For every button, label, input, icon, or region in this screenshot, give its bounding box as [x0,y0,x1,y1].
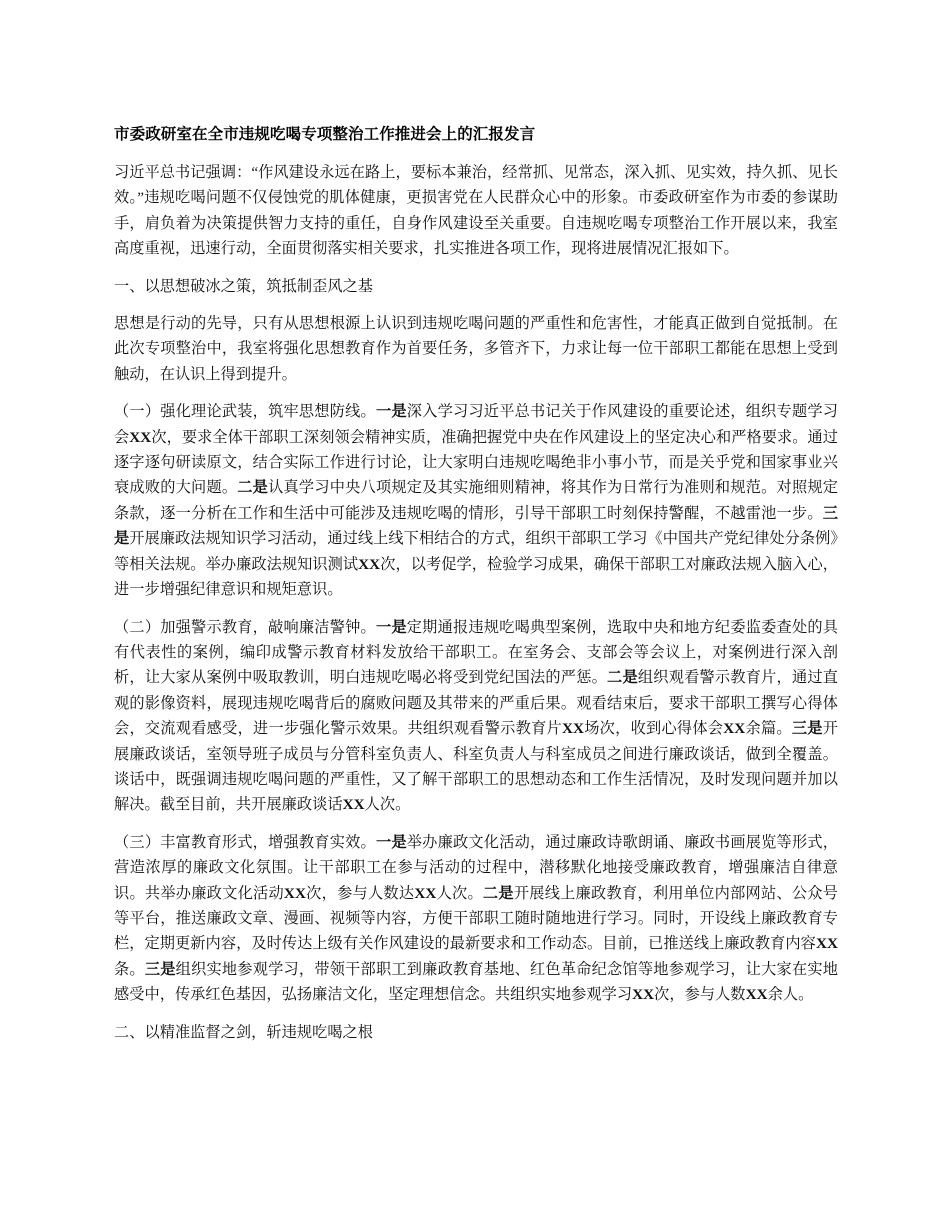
text-run: 思想是行动的先导，只有从思想根源上认识到违规吃喝问题的严重性和危害性，才能真正做到自觉抵制。在此次专项整治中，我室将强化思想教育作为首要任务，多管齐下，力求让每一位干部职工都能在思想上受到触动，在认识上得到提升。 [114,315,838,383]
emphasis-run: XX [632,986,655,1004]
emphasis-run: XX [129,428,152,446]
section-heading-1 [114,274,838,299]
emphasis-run: 三是 [144,960,176,978]
page-title: 市委政研室在全市违规吃喝专项整治工作推进会上的汇报发言 [114,126,536,143]
emphasis-run: 一是 [375,833,407,851]
document-body [114,160,838,1045]
emphasis-run: XX [342,796,365,814]
text-run: 认真学习中央八项规定及其实施细则精神，将其作为日常行为准则和规范。对照规定条款，逐一分析在工作和生活中可能涉及违规吃喝的情形，引导干部职工时刻保持警醒，不越雷池一步。 [114,479,838,522]
text-run: 开展廉政谈话，室领导班子成员与分管科室负责人、科室负责人与科室成员之间进行廉政谈话，做到全覆盖。谈话中，既强调违规吃喝问题的严重性，又了解干部职工的思想动态和工作生活情况，及时发现问题并加以解决。截至目前，共开展廉政谈话 [114,720,839,814]
subsection-1-3-paragraph [114,830,838,1008]
emphasis-run: 一是 [375,403,407,421]
text-run: 二、以精准监督之剑，斩违规吃喝之根 [114,1023,374,1041]
text-run: 次，要求全体干部职工深刻领会精神实质，准确把握党中央在作风建设上的坚定决心和严格要求。通过逐字逐句研读原文，结合实际工作进行讨论，让大家明白违规吃喝绝非小事小节，而是关乎党和国家事业兴衰成败的大问题。 [114,428,838,497]
emphasis-run: 二是 [607,669,638,687]
text-run: 余人。 [767,986,814,1004]
intro-paragraph [114,160,838,262]
emphasis-run: 二是 [482,884,514,902]
text-run: 组织实地参观学习，带领干部职工到廉政教育基地、红色革命纪念馆等地参观学习，让大家在实地感受中，传承红色基因，弘扬廉洁文化，坚定理想信念。共组织实地参观学习 [114,960,839,1004]
emphasis-run: 三是 [791,720,823,738]
text-run: 开展线上廉政教育，利用单位内部网站、公众号等平台，推送廉政文章、漫画、视频等内容，方便干部职工随时随地进行学习。同时，开设线上廉政教育专栏，定期更新内容，及时传达上级有关作风建设的最新要求和工作动态。目前，已推送线上廉政教育内容 [114,884,838,953]
emphasis-run: XX [283,884,306,902]
emphasis-run: 三是 [114,504,838,548]
emphasis-run: XX [745,986,768,1004]
text-run: 人次。 [436,884,483,902]
text-run: 深入学习习近平总书记关于作风建设的重要论述，组织专题学习会 [114,403,839,446]
text-run: 开展廉政法规知识学习活动，通过线上线下相结合的方式，组织干部职工学习《中国共产党纪律处分条例》等相关法规。举办廉政法规知识测试 [114,530,838,573]
text-run: 一、以思想破冰之策，筑抵制歪风之基 [114,277,374,295]
text-run: 条。 [114,960,145,978]
subsection-1-2-paragraph [114,615,838,818]
emphasis-run: XX [815,935,838,953]
text-run: 组织观看警示教育片，通过直观的影像资料，展现违规吃喝背后的腐败问题及其带来的严重后果。观看结束后，要求干部职工撰写心得体会，交流观看感受，进一步强化警示效果。共组织观看警示教育片 [114,669,839,738]
text-run: （一）强化理论武装，筑牢思想防线。 [114,403,376,421]
subsection-1-1-paragraph [114,399,838,602]
emphasis-run: XX [561,720,585,738]
emphasis-run: XX [358,555,381,573]
text-run: 次，以考促学，检验学习成果，确保干部职工对廉政法规入脑入心，进一步增强纪律意识和规矩意识。 [114,555,838,599]
text-run: 次，参与人数 [654,986,746,1004]
section-heading-2 [114,1020,838,1045]
emphasis-run: 一是 [375,618,407,636]
text-run: 习近平总书记强调：“作风建设永远在路上，要标本兼治，经常抓、见常态，深入抓、见实效，持久抓、见长效。”违规吃喝问题不仅侵蚀党的肌体健康，更损害党在人民群众心中的形象。市委政研室作为市委的参谋助手，肩负着为决策提供智力支持的重任，自身作风建设至关重要。自违规吃喝专项整治工作开展以来，我室高度重视，迅速行动，全面贯彻落实相关要求，扎实推进各项工作，现将进展情况汇报如下。 [114,164,838,258]
text-run: 定期通报违规吃喝典型案例，选取中央和地方纪委监委查处的具有代表性的案例，编印成警示教育材料发放给干部职工。在室务会、支部会等会议上，对案例进行深入剖析，让大家从案例中吸取教训，明白违规吃喝必将受到党纪国法的严惩。 [114,618,839,687]
text-run: （三）丰富教育形式，增强教育实效。 [114,833,376,851]
text-run: 余篇。 [745,720,792,738]
emphasis-run: 二是 [237,479,269,497]
emphasis-run: XX [414,884,437,902]
text-run: 举办廉政文化活动，通过廉政诗歌朗诵、廉政书画展览等形式，营造浓厚的廉政文化氛围。让干部职工在参与活动的过程中，潜移默化地接受廉政教育，增强廉洁自律意识。共举办廉政文化活动 [114,833,839,902]
emphasis-run: XX [723,720,746,738]
text-run: （二）加强警示教育，敲响廉洁警钟。 [114,618,376,636]
text-run: 场次，收到心得体会 [584,720,724,738]
section-1-lead-paragraph [114,311,838,387]
text-run: 次，参与人数达 [305,884,415,902]
text-run: 人次。 [364,796,411,814]
